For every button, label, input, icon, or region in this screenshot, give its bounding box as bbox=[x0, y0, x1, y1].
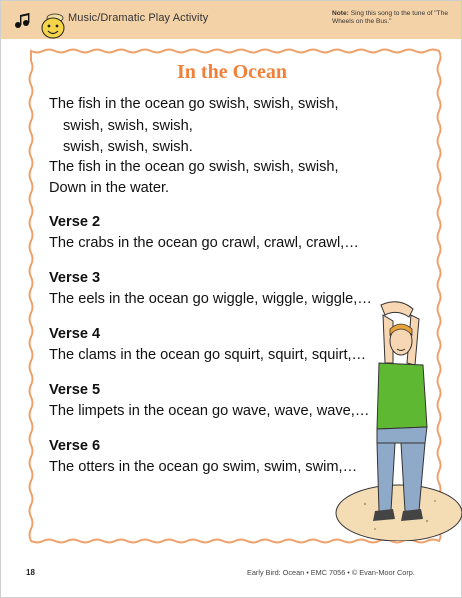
footer-credit: Early Bird: Ocean • EMC 7056 • © Evan-Moor Corp. bbox=[247, 568, 415, 577]
verse-4-text: The clams in the ocean go squirt, squirt, squirt,… bbox=[49, 347, 367, 363]
note-label: Note: bbox=[332, 10, 349, 17]
song-title: In the Ocean bbox=[177, 61, 287, 83]
verse1-line-3: swish, swish, swish. bbox=[63, 139, 193, 155]
verse1-line-5: Down in the water. bbox=[49, 180, 170, 196]
verse-2-heading: Verse 2 bbox=[49, 214, 101, 230]
verse-6-heading: Verse 6 bbox=[49, 438, 101, 454]
song-tune-note bbox=[332, 10, 458, 26]
activity-category: Music/Dramatic Play Activity bbox=[68, 12, 209, 24]
page-number: 18 bbox=[26, 568, 35, 577]
verse1-line-2: swish, swish, swish, bbox=[63, 118, 193, 134]
verse1-line-1: The fish in the ocean go swish, swish, swish, bbox=[49, 96, 339, 112]
verse-3-text: The eels in the ocean go wiggle, wiggle, wiggle,… bbox=[49, 291, 372, 307]
music-mask-logo-icon bbox=[9, 5, 69, 39]
note-text: Sing this song to the tune of "The Wheels on the Bus." bbox=[332, 10, 448, 25]
child-clapping-illustration bbox=[335, 301, 462, 541]
verse-4-heading: Verse 4 bbox=[49, 326, 101, 342]
header-band bbox=[1, 1, 461, 39]
verse-5-heading: Verse 5 bbox=[49, 382, 101, 398]
verse-2-text: The crabs in the ocean go crawl, crawl, crawl,… bbox=[49, 235, 359, 251]
verse1-line-4: The fish in the ocean go swish, swish, swish, bbox=[49, 159, 339, 175]
verse-6-text: The otters in the ocean go swim, swim, swim,… bbox=[49, 459, 358, 475]
verse-5-text: The limpets in the ocean go wave, wave, wave,… bbox=[49, 403, 370, 419]
verse-3-heading: Verse 3 bbox=[49, 270, 101, 286]
